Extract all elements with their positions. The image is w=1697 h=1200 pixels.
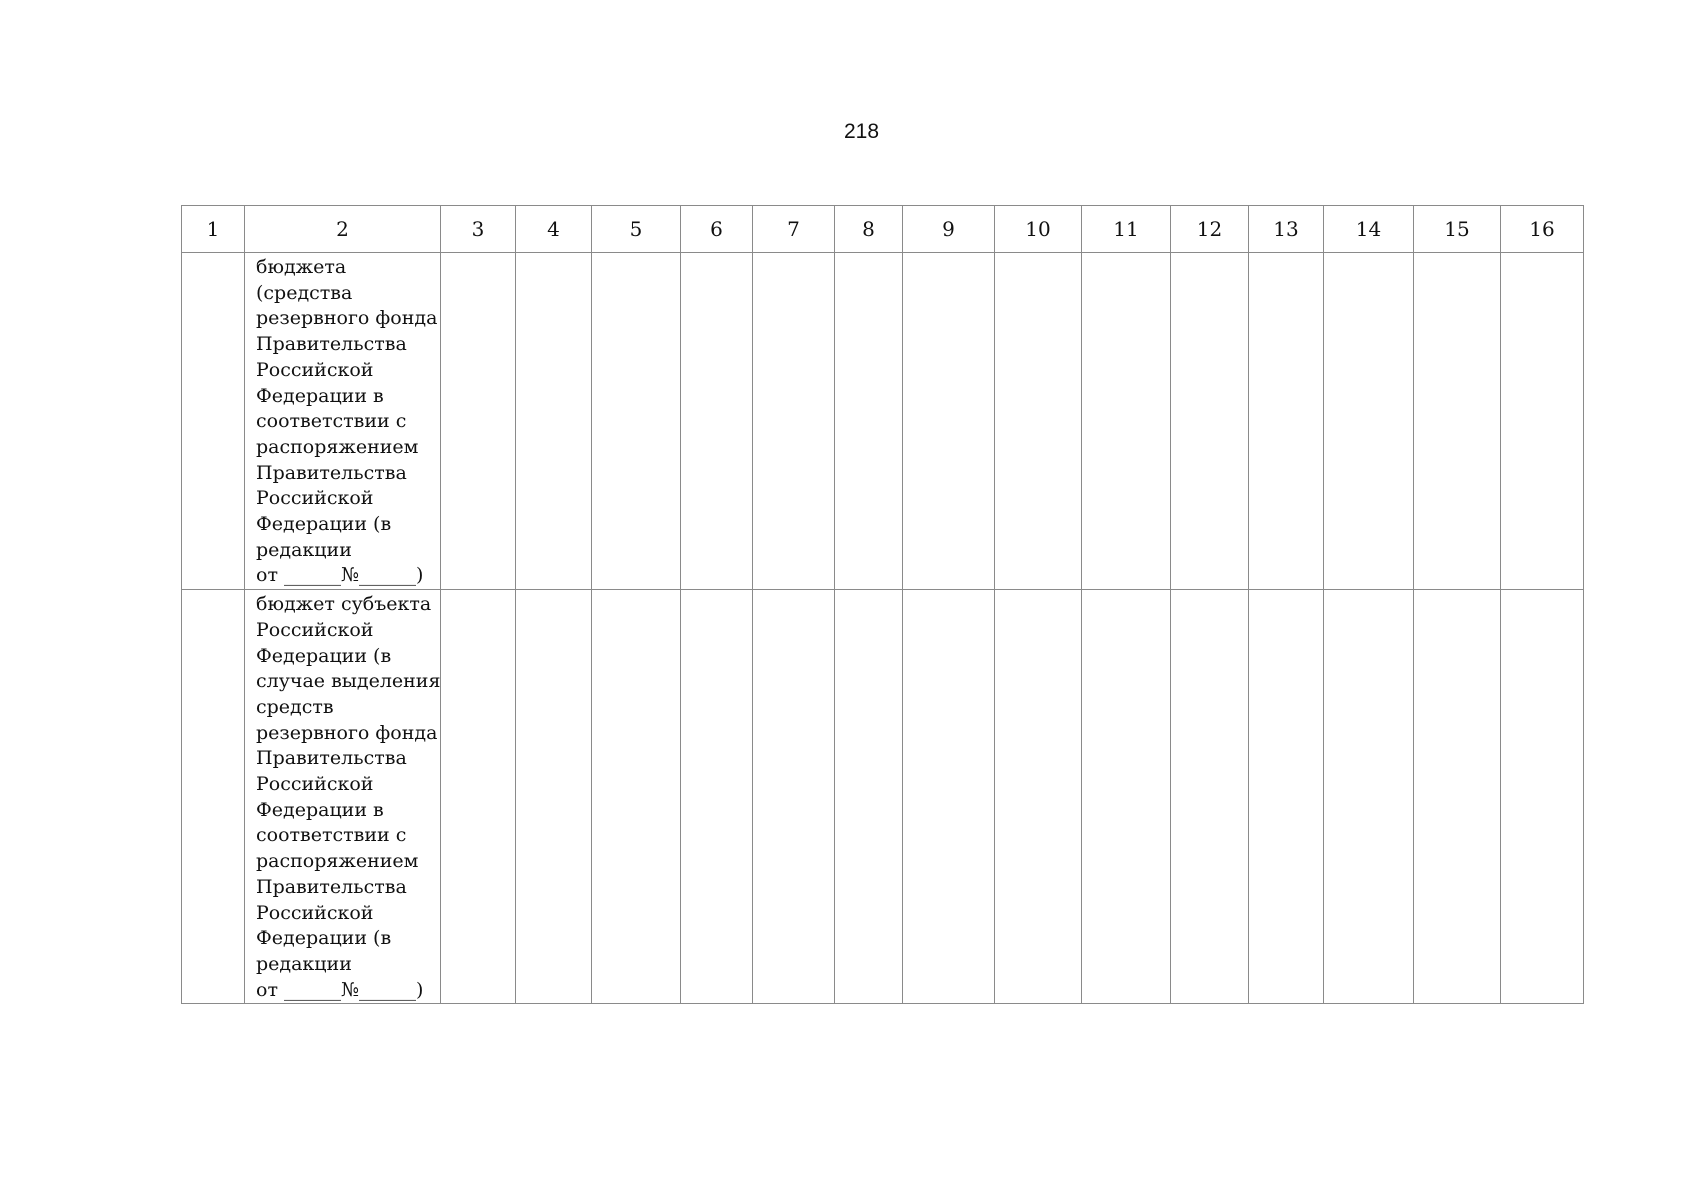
table-cell — [681, 590, 753, 1004]
description-line: распоряжением — [256, 850, 419, 873]
table-cell — [1414, 590, 1501, 1004]
table-row — [182, 253, 1584, 590]
description-line: Федерации (в — [256, 513, 392, 536]
description-line: редакции — [256, 952, 352, 975]
table-cell — [1501, 253, 1584, 590]
table-cell — [903, 590, 995, 1004]
column-header: 13 — [1249, 206, 1324, 253]
description-line: случае выделения — [256, 670, 441, 693]
column-header: 6 — [681, 206, 753, 253]
column-header: 12 — [1171, 206, 1249, 253]
description-line: резервного фонда — [256, 307, 438, 330]
description-line: Правительства — [256, 333, 407, 356]
description-line: (средства — [256, 281, 353, 304]
description-line: от ______№______) — [256, 978, 424, 1001]
table-cell — [1082, 590, 1171, 1004]
description-line: Правительства — [256, 747, 407, 770]
description-line: Правительства — [256, 461, 407, 484]
column-header: 9 — [903, 206, 995, 253]
description-line: редакции — [256, 538, 352, 561]
table-cell — [1171, 253, 1249, 590]
description-line: Российской — [256, 618, 374, 641]
column-header: 5 — [592, 206, 681, 253]
description-line: распоряжением — [256, 435, 419, 458]
description-line: соответствии с — [256, 824, 407, 847]
description-cell — [245, 590, 441, 1004]
data-table — [181, 205, 1584, 1004]
description-line: Федерации (в — [256, 644, 392, 667]
table-cell — [753, 253, 835, 590]
table-cell — [1324, 253, 1414, 590]
table-cell — [681, 253, 753, 590]
table-cell — [592, 590, 681, 1004]
description-line: Федерации (в — [256, 927, 392, 950]
description-line: Федерации в — [256, 798, 384, 821]
column-header: 11 — [1082, 206, 1171, 253]
column-header: 15 — [1414, 206, 1501, 253]
table-cell — [1082, 253, 1171, 590]
column-header: 14 — [1324, 206, 1414, 253]
description-line: бюджета — [256, 256, 347, 278]
table-cell — [592, 253, 681, 590]
table-cell — [441, 590, 516, 1004]
column-header: 7 — [753, 206, 835, 253]
table-header-row — [182, 206, 1584, 253]
table-cell — [1324, 590, 1414, 1004]
column-header: 3 — [441, 206, 516, 253]
description-line: от ______№______) — [256, 564, 424, 587]
column-header: 16 — [1501, 206, 1584, 253]
table-cell — [995, 590, 1082, 1004]
table-row — [182, 590, 1584, 1004]
table-cell — [516, 590, 592, 1004]
description-line: Российской — [256, 773, 374, 796]
table-cell — [835, 590, 903, 1004]
table-cell — [516, 253, 592, 590]
table-cell — [182, 590, 245, 1004]
table-cell — [995, 253, 1082, 590]
column-header: 8 — [835, 206, 903, 253]
table-cell — [903, 253, 995, 590]
description-line: Российской — [256, 901, 374, 924]
table-cell — [1171, 590, 1249, 1004]
description-line: Российской — [256, 487, 374, 510]
table-cell — [753, 590, 835, 1004]
table-cell — [441, 253, 516, 590]
column-header: 2 — [245, 206, 441, 253]
description-cell — [245, 253, 441, 590]
description-line: Российской — [256, 358, 374, 381]
table-cell — [1414, 253, 1501, 590]
column-header: 10 — [995, 206, 1082, 253]
table-cell — [1501, 590, 1584, 1004]
description-line: Федерации в — [256, 384, 384, 407]
description-line: соответствии с — [256, 410, 407, 433]
column-header: 1 — [182, 206, 245, 253]
description-line: бюджет субъекта — [256, 593, 432, 616]
table-cell — [1249, 253, 1324, 590]
description-line: средств — [256, 695, 334, 718]
description-line: Правительства — [256, 875, 407, 898]
table-cell — [182, 253, 245, 590]
table-cell — [835, 253, 903, 590]
description-line: резервного фонда — [256, 721, 438, 744]
column-header: 4 — [516, 206, 592, 253]
page-number: 218 — [843, 120, 880, 143]
table-cell — [1249, 590, 1324, 1004]
